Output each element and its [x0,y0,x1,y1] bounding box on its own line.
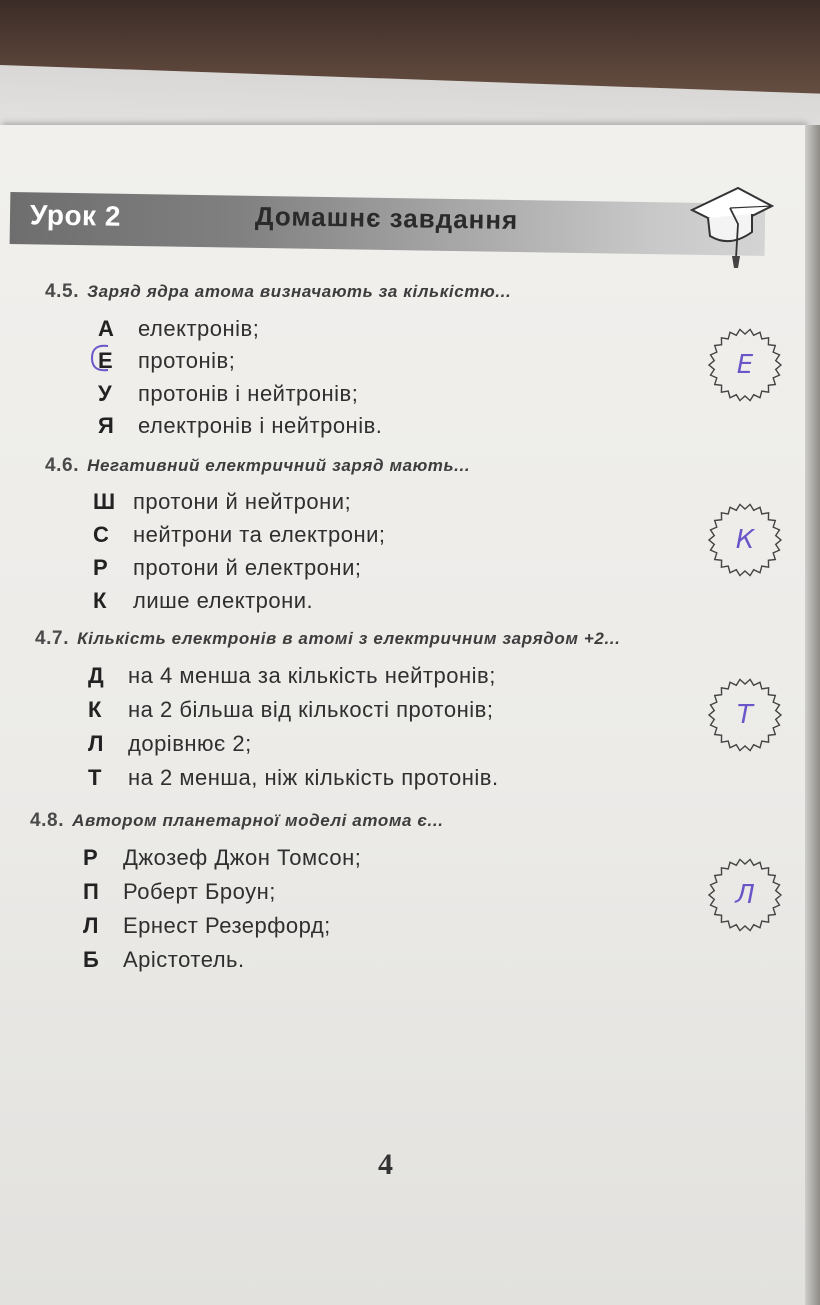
answer-badge-4-7[interactable] [705,675,785,755]
option-letter: Т [88,765,102,790]
option-text: нейтрони та електрони; [133,522,386,547]
option-4-8-p[interactable] [83,879,276,905]
option-text: протонів і нейтронів; [138,381,359,406]
option-text: електронів і нейтронів. [138,413,383,438]
option-letter: Е [98,348,113,373]
question-number: 4.6. [45,455,80,476]
question-prompt: Кількість електронів в атомі з електричним зарядом +2... [77,629,621,648]
option-letter: К [88,697,102,722]
option-4-5-a[interactable] [98,316,259,342]
option-text: на 2 менша, ніж кількість протонів. [128,765,499,790]
option-4-5-ya[interactable] [98,413,382,439]
question-4-5 [45,281,511,303]
option-letter: П [83,879,99,904]
option-letter: Я [98,413,114,438]
option-text: Роберт Броун; [123,879,276,904]
answer-badge-4-8[interactable] [705,855,785,935]
question-4-6 [45,455,470,477]
option-letter: Ш [93,489,116,514]
option-text: Арістотель. [123,947,245,972]
option-text: протони й нейтрони; [133,489,352,514]
option-4-7-k[interactable] [88,697,493,723]
graduation-cap-icon [690,172,774,272]
option-4-5-u[interactable] [98,381,358,407]
pen-circle-mark [88,340,112,376]
option-4-6-s[interactable] [93,522,386,548]
question-4-7 [35,628,620,650]
question-4-8 [30,810,444,832]
option-letter: Л [88,731,104,756]
option-text: електронів; [138,316,260,341]
option-text: Ернест Резерфорд; [123,913,331,938]
answer-badge-4-5[interactable] [705,325,785,405]
option-letter: Р [83,845,98,870]
page-title: Домашнє завдання [254,200,519,236]
option-letter: У [98,381,112,406]
option-text: на 2 більша від кількості протонів; [128,697,494,722]
option-4-8-l[interactable] [83,913,331,939]
question-number: 4.8. [30,810,65,831]
question-number: 4.5. [45,281,80,302]
page-edge [805,125,820,1305]
option-4-8-b[interactable] [83,947,245,973]
handwritten-answer: К [735,525,755,555]
option-4-6-sh[interactable] [93,489,351,515]
option-letter: К [93,588,107,613]
option-letter: Р [93,555,108,580]
option-4-6-r[interactable] [93,555,361,581]
option-letter: А [98,316,114,341]
question-prompt: Автором планетарної моделі атома є... [72,811,444,830]
option-text: протони й електрони; [133,555,362,580]
option-letter: С [93,522,109,547]
option-text: лише електрони. [133,588,314,613]
option-text: протонів; [138,348,236,373]
option-4-7-l[interactable] [88,731,252,757]
option-letter: Б [83,947,99,972]
question-prompt: Негативний електричний заряд мають... [87,456,471,475]
question-number: 4.7. [35,628,70,649]
option-letter: Д [88,663,104,688]
handwritten-answer: Л [735,880,755,910]
handwritten-answer: Т [737,700,753,730]
option-text: дорівнює 2; [128,731,252,756]
option-text: Джозеф Джон Томсон; [123,845,362,870]
answer-badge-4-6[interactable] [705,500,785,580]
option-4-7-d[interactable] [88,663,496,689]
option-4-6-k[interactable] [93,588,313,614]
option-4-8-r[interactable] [83,845,361,871]
question-prompt: Заряд ядра атома визначають за кількістю... [87,282,512,301]
lesson-label: Урок 2 [29,199,122,232]
handwritten-answer: Е [736,350,754,380]
page-number: 4 [378,1148,393,1181]
option-4-7-t[interactable] [88,765,499,791]
option-text: на 4 менша за кількість нейтронів; [128,663,496,688]
option-4-5-e[interactable] [98,348,235,374]
option-letter: Л [83,913,99,938]
